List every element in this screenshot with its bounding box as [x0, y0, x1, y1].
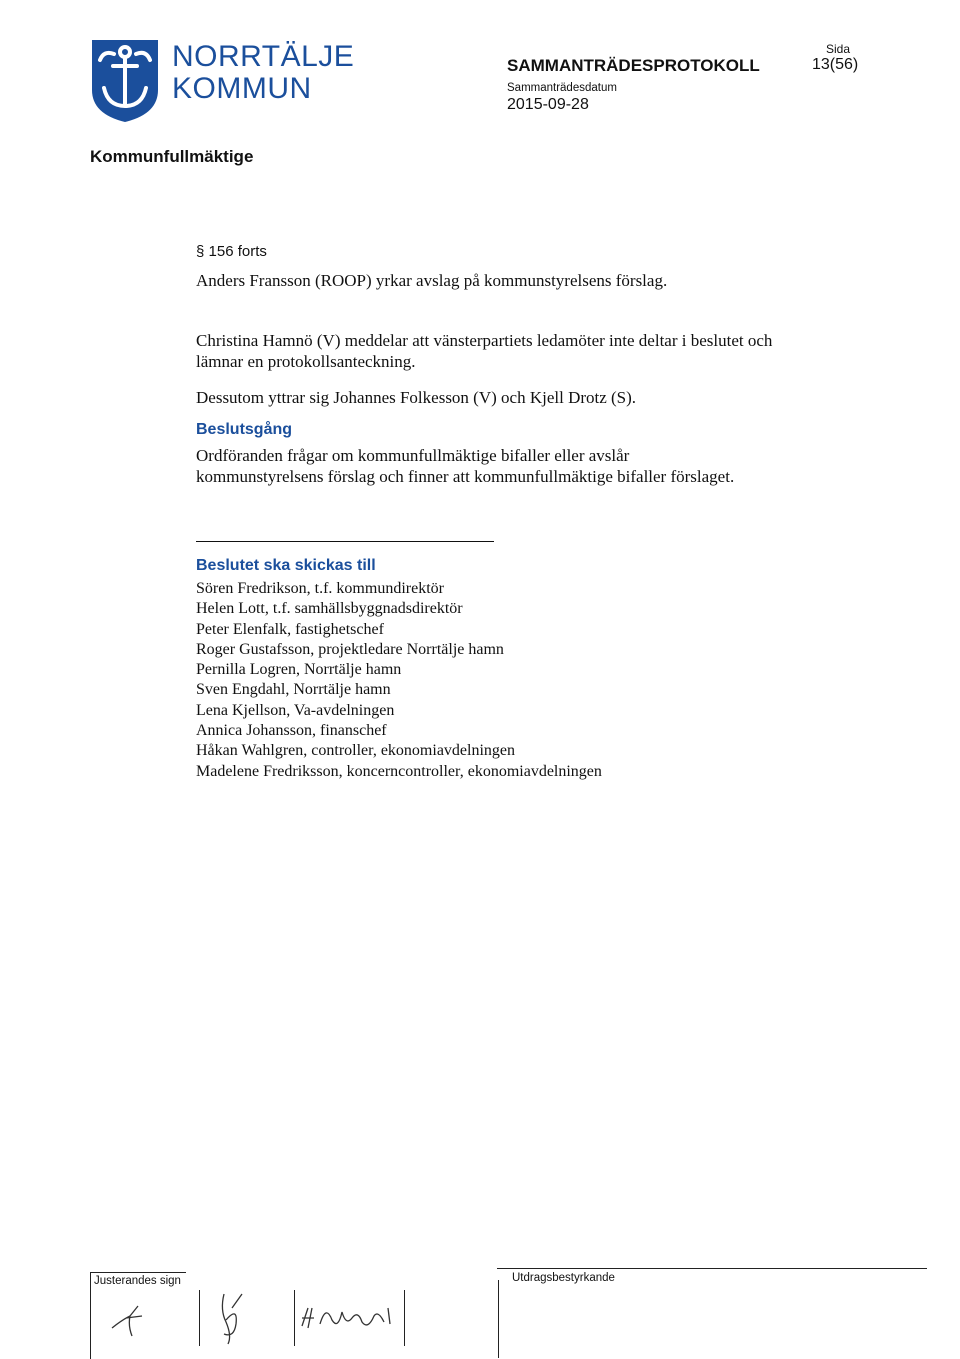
document-type: SAMMANTRÄDESPROTOKOLL — [507, 56, 760, 75]
list-item: Lena Kjellson, Va-avdelningen — [196, 701, 395, 719]
handwritten-signature-2 — [212, 1290, 252, 1346]
handwritten-signature-3 — [298, 1296, 402, 1340]
signature-separator — [498, 1280, 499, 1358]
assembly-name: Kommunfullmäktige — [90, 147, 254, 166]
list-item: Håkan Wahlgren, controller, ekonomiavdelningen — [196, 742, 516, 760]
section-heading-recipients: Beslutet ska skickas till — [196, 557, 376, 574]
list-item: Sven Engdahl, Norrtälje hamn — [196, 681, 391, 699]
signature-separator — [294, 1290, 295, 1346]
list-item: Madelene Fredriksson, koncerncontroller, ekonomiavdelningen — [196, 762, 602, 780]
list-item: Annica Johansson, finanschef — [196, 722, 387, 740]
signature-label: Justerandes sign — [94, 1275, 181, 1287]
section-divider — [196, 541, 494, 542]
signature-separator — [199, 1290, 200, 1346]
org-name-line2: KOMMUN — [172, 72, 312, 105]
footer-divider — [497, 1268, 927, 1269]
paragraph-reference: § 156 forts — [196, 243, 267, 260]
meeting-date: 2015-09-28 — [507, 96, 589, 113]
list-item: Sören Fredrikson, t.f. kommundirektör — [196, 580, 444, 597]
page-label: Sida — [826, 42, 851, 56]
meeting-date-label: Sammanträdesdatum — [507, 82, 617, 94]
body-paragraph: Dessutom yttrar sig Johannes Folkesson (V) och Kjell Drotz (S). — [196, 388, 637, 407]
list-item: Roger Gustafsson, projektledare Norrtälje hamn — [196, 640, 504, 658]
section-heading-decision: Beslutsgång — [196, 421, 293, 438]
list-item: Peter Elenfalk, fastighetschef — [196, 620, 384, 638]
recipient-list — [196, 579, 602, 782]
certification-label: Utdragsbestyrkande — [512, 1272, 615, 1284]
municipality-crest-logo — [90, 38, 160, 124]
signature-separator — [404, 1290, 405, 1346]
page-number: 13(56) — [812, 56, 859, 73]
list-item: Pernilla Logren, Norrtälje hamn — [196, 661, 402, 679]
body-paragraph: Christina Hamnö (V) meddelar att vänsterpartiets ledamöter inte deltar i beslutet och lämnar en protokollsanteckning. — [196, 331, 773, 371]
list-item: Helen Lott, t.f. samhällsbyggnadsdirektör — [196, 600, 463, 618]
decision-paragraph: Ordföranden frågar om kommunfullmäktige bifaller eller avslår kommunstyrelsens förslag och finner att kommunfullmäktige bifaller förslaget. — [196, 446, 735, 486]
handwritten-signature-1 — [108, 1298, 148, 1338]
body-paragraph: Anders Fransson (ROOP) yrkar avslag på kommunstyrelsens förslag. — [196, 271, 668, 290]
org-name-line1: NORRTÄLJE — [172, 40, 355, 73]
